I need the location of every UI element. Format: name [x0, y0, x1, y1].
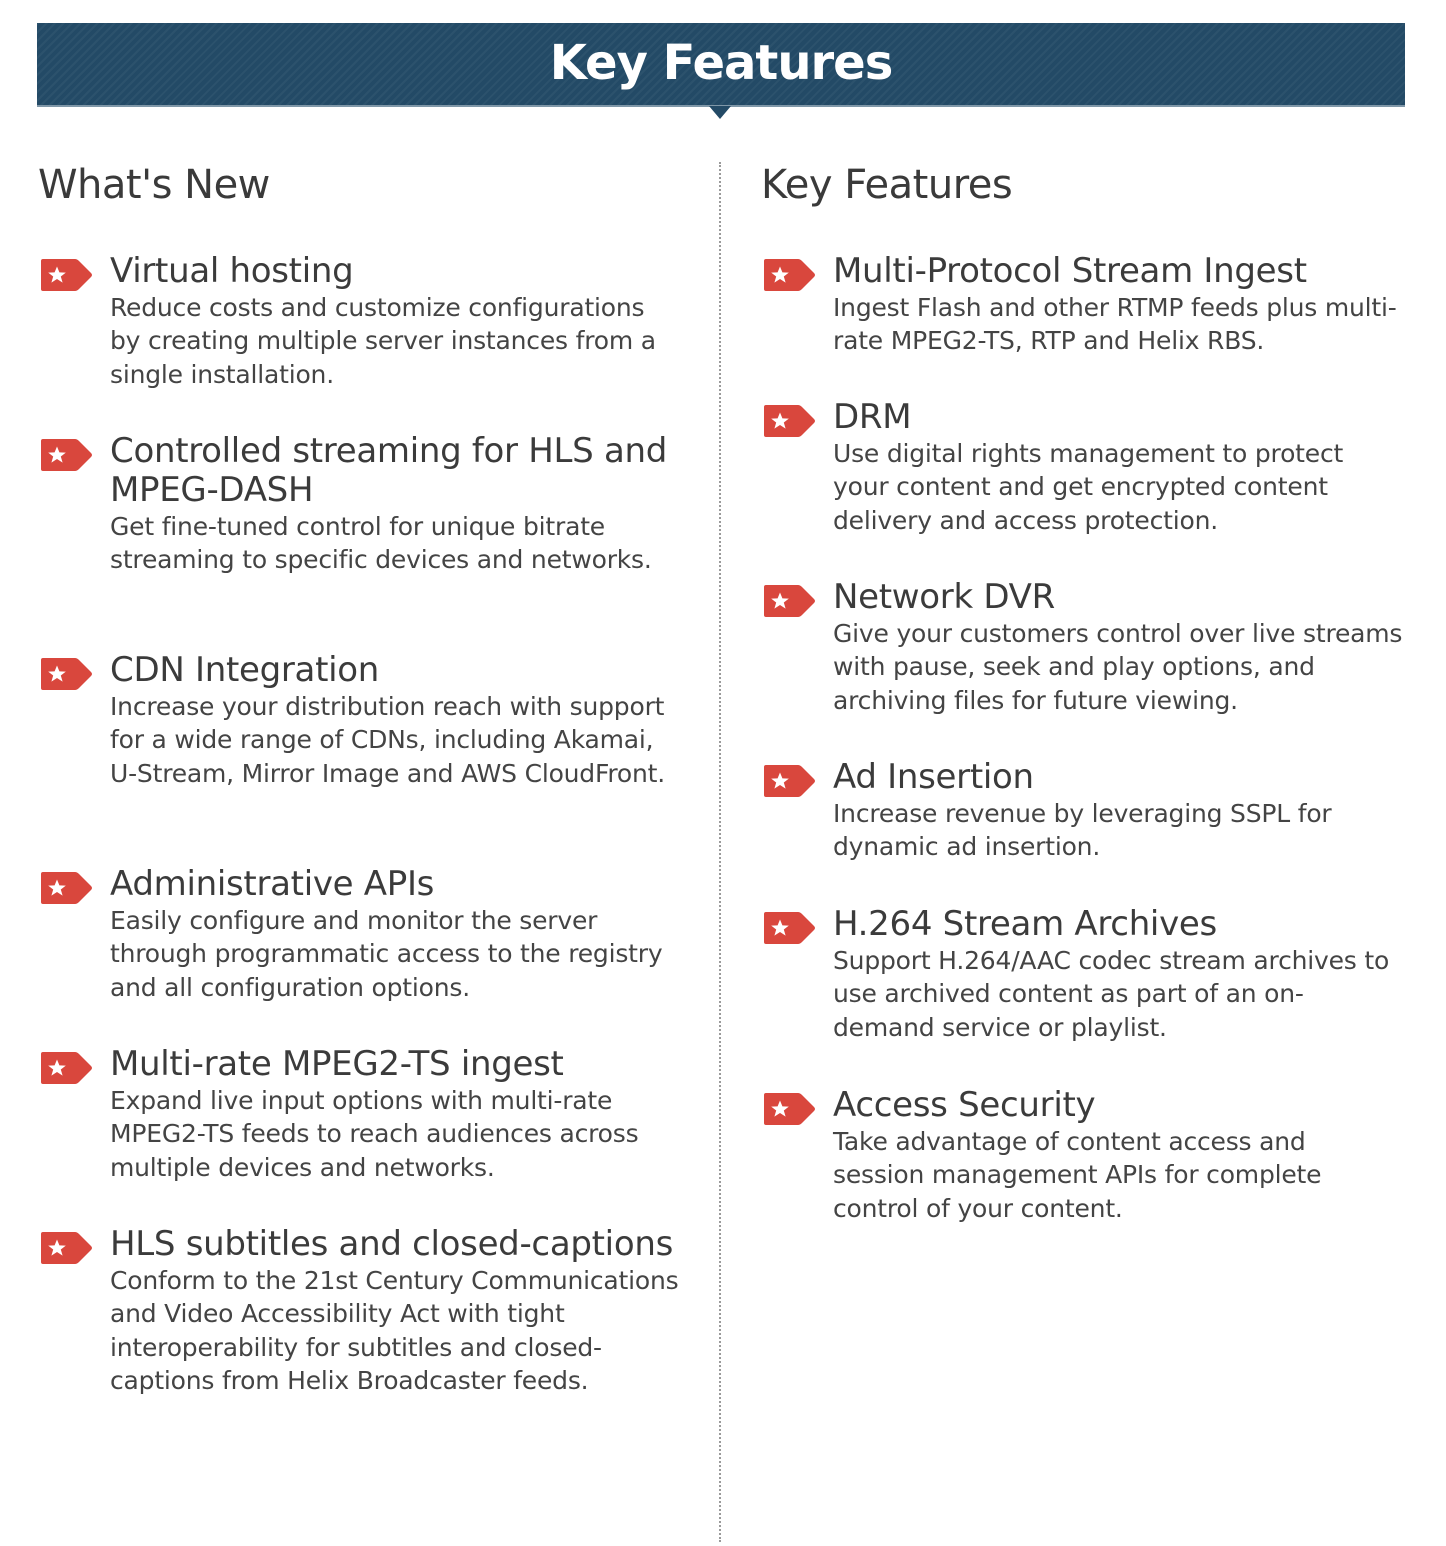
feature-title: Controlled streaming for HLS and MPEG-DASH	[110, 431, 668, 510]
feature-description: Ingest Flash and other RTMP feeds plus multi-rate MPEG2-TS, RTP and Helix RBS.	[833, 293, 1397, 356]
feature-title: Virtual hosting	[110, 251, 354, 291]
feature-title: Multi-Protocol Stream Ingest	[833, 251, 1307, 291]
feature-title: Administrative APIs	[110, 864, 435, 904]
feature-description: Reduce costs and customize configurations by creating multiple server instances from a single installation.	[110, 293, 656, 389]
feature-text	[110, 1225, 680, 1398]
banner-title: Key Features	[549, 35, 893, 91]
star-badge-icon	[761, 762, 817, 800]
feature-title: H.264 Stream Archives	[833, 904, 1217, 944]
feature-text	[110, 651, 680, 790]
feature-text	[110, 1045, 680, 1184]
star-badge-icon	[38, 1229, 94, 1267]
feature-title: CDN Integration	[110, 650, 380, 690]
feature-text	[110, 432, 680, 577]
feature-text	[110, 865, 680, 1004]
star-badge-icon	[761, 1090, 817, 1128]
whats-new-column	[38, 160, 679, 1396]
star-badge-icon	[38, 256, 94, 294]
star-badge-icon	[38, 436, 94, 474]
feature-title: Multi-rate MPEG2-TS ingest	[110, 1044, 564, 1084]
feature-text	[833, 578, 1403, 717]
key-features-column	[761, 160, 1403, 1223]
header-banner	[37, 23, 1405, 107]
feature-text	[833, 758, 1403, 864]
feature-description: Expand live input options with multi-rate MPEG2-TS feeds to reach audiences across multiple devices and networks.	[110, 1086, 639, 1182]
feature-description: Increase revenue by leveraging SSPL for dynamic ad insertion.	[833, 799, 1332, 862]
feature-description: Take advantage of content access and session management APIs for complete control of your content.	[833, 1127, 1322, 1223]
feature-description: Give your customers control over live streams with pause, seek and play options, and archiving files for future viewing.	[833, 619, 1403, 715]
star-badge-icon	[38, 1049, 94, 1087]
feature-text	[110, 252, 680, 391]
feature-description: Get fine-tuned control for unique bitrate streaming to specific devices and networks.	[110, 512, 652, 575]
banner-pointer	[709, 106, 731, 119]
feature-title: Access Security	[833, 1085, 1096, 1125]
star-badge-icon	[761, 909, 817, 947]
feature-title: Ad Insertion	[833, 757, 1034, 797]
feature-description: Easily configure and monitor the server through programmatic access to the registry and all configuration options.	[110, 906, 663, 1002]
key-features-heading: Key Features	[761, 162, 1013, 208]
feature-description: Use digital rights management to protect your content and get encrypted content delivery and access protection.	[833, 439, 1344, 535]
whats-new-heading: What's New	[38, 162, 270, 208]
feature-description: Support H.264/AAC codec stream archives to use archived content as part of an on-demand service or playlist.	[833, 946, 1390, 1042]
feature-text	[833, 905, 1403, 1044]
star-badge-icon	[761, 582, 817, 620]
feature-title: DRM	[833, 397, 912, 437]
star-badge-icon	[761, 402, 817, 440]
star-badge-icon	[38, 869, 94, 907]
column-divider	[719, 162, 721, 1542]
star-badge-icon	[761, 256, 817, 294]
star-badge-icon	[38, 655, 94, 693]
feature-text	[833, 1086, 1403, 1225]
feature-title: HLS subtitles and closed-captions	[110, 1224, 673, 1264]
feature-description: Increase your distribution reach with support for a wide range of CDNs, including Akamai, U-Stream, Mirror Image and AWS CloudFront.	[110, 692, 665, 788]
feature-text	[833, 252, 1403, 358]
feature-text	[833, 398, 1403, 537]
feature-title: Network DVR	[833, 577, 1055, 617]
feature-description: Conform to the 21st Century Communications and Video Accessibility Act with tight interoperability for subtitles and closed-captions from Helix Broadcaster feeds.	[110, 1266, 679, 1396]
